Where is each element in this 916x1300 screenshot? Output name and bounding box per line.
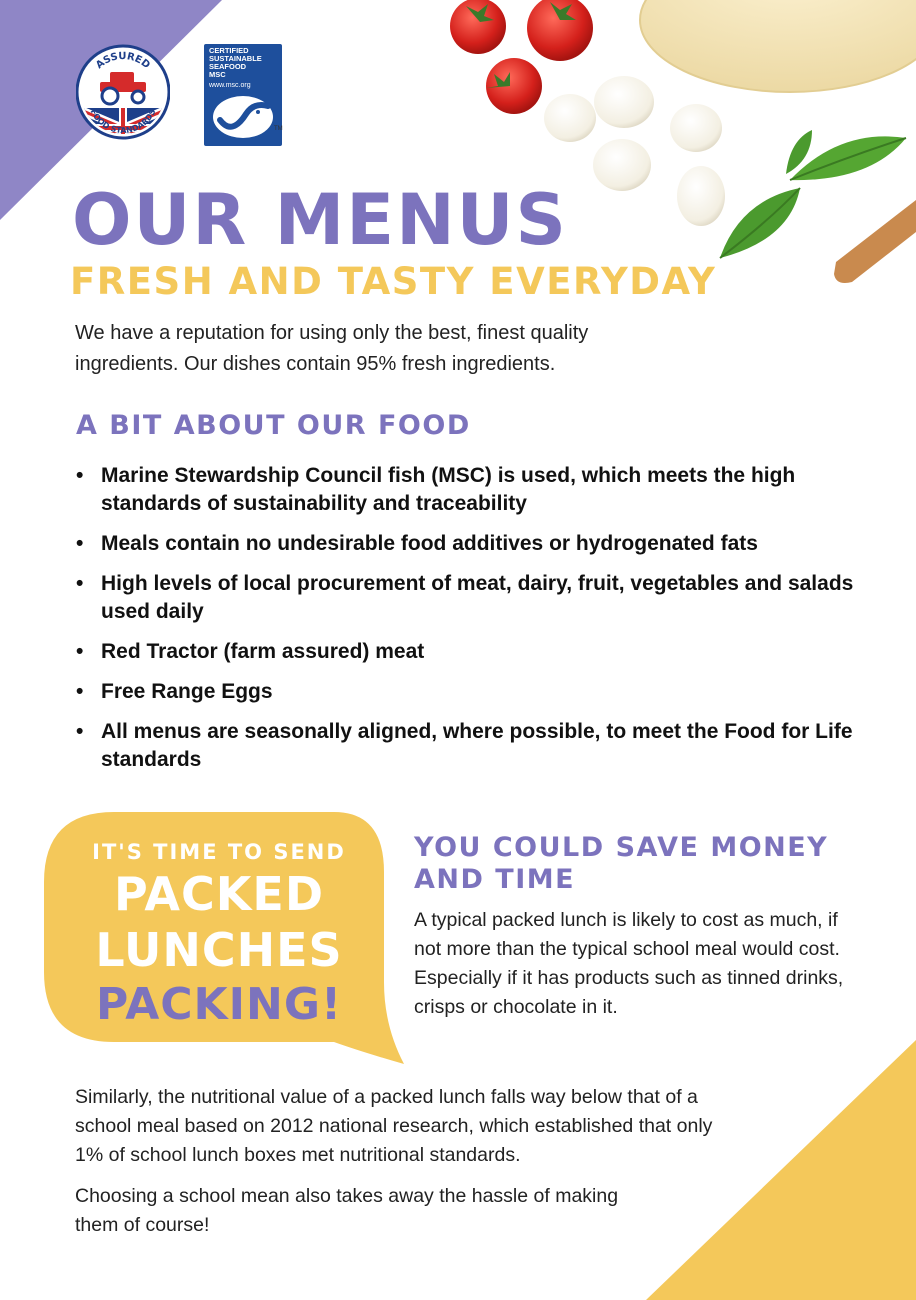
save-money-heading: YOU COULD SAVE MONEY AND TIME [414,832,829,895]
food-section-heading: A BIT ABOUT OUR FOOD [76,410,471,441]
callout-line-4: PACKING! [95,979,343,1030]
packed-lunch-callout [44,838,394,1032]
list-item: • High levels of local procurement of meat, dairy, fruit, vegetables and salads used daily [76,570,856,626]
msc-fish-tick-icon [210,94,276,140]
callout-line-2: PACKED [113,867,325,921]
list-item: • Red Tractor (farm assured) meat [76,638,856,666]
list-item: • Marine Stewardship Council fish (MSC) is used, which meets the high standards of sustainability and traceability [76,462,856,518]
list-item: • Meals contain no undesirable food additives or hydrogenated fats [76,530,856,558]
msc-logo [204,44,284,148]
food-facts-list [76,462,856,786]
msc-trademark: TM [274,126,283,132]
save-money-paragraph: A typical packed lunch is likely to cost as much, if not more than the typical school meal would cost. Especially if it has products such as tinned drinks, crisps or chocolate in it. [414,909,844,1018]
list-item: • Free Range Eggs [76,678,856,706]
page-title: OUR MENUS [72,179,568,261]
red-tractor-logo [76,42,170,146]
red-tractor-bottom-text: FOOD STANDARDS [88,107,158,136]
list-item: • All menus are seasonally aligned, where possible, to meet the Food for Life standards [76,718,856,774]
callout-line-1: IT'S TIME TO SEND [92,840,346,864]
page-subtitle: FRESH AND TASTY EVERYDAY [70,260,717,303]
intro-paragraph: We have a reputation for using only the best, finest quality ingredients. Our dishes contain 95% fresh ingredients. [75,322,589,375]
nutrition-paragraph: Similarly, the nutritional value of a packed lunch falls way below that of a school meal based on 2012 national research, which established that only 1% of school lunch boxes met nutritional standards. [75,1086,713,1166]
red-tractor-top-text: ASSURED [94,50,152,72]
msc-logo-box [204,44,282,146]
msc-logo-text: CERTIFIED SUSTAINABLE SEAFOOD MSC [209,46,262,79]
callout-line-3: LUNCHES [95,923,343,977]
hassle-paragraph: Choosing a school mean also takes away the hassle of making them of course! [75,1185,619,1236]
msc-logo-url: www.msc.org [209,82,251,89]
